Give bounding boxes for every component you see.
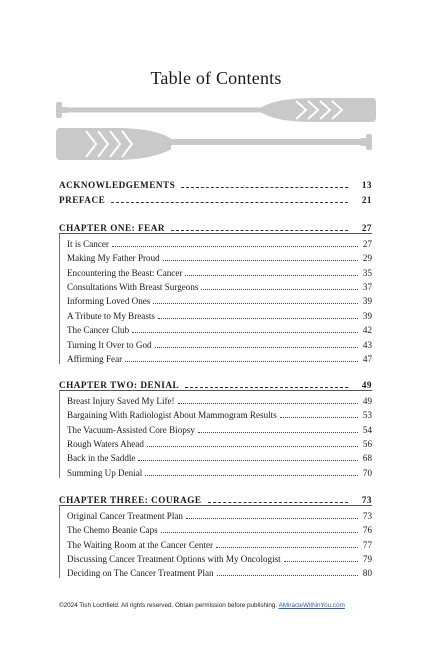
toc-section-label: Deciding on The Cancer Treatment Plan bbox=[67, 568, 214, 579]
toc-leader bbox=[155, 347, 358, 348]
toc-leader bbox=[161, 532, 358, 533]
toc-section-page: 79 bbox=[362, 553, 372, 564]
toc-section[interactable] bbox=[60, 335, 372, 349]
toc-section-label: It is Cancer bbox=[67, 238, 109, 249]
toc-section-label: A Tribute to My Breasts bbox=[67, 310, 155, 321]
toc-section-label: Consultations With Breast Surgeons bbox=[67, 281, 199, 292]
toc-leader bbox=[186, 518, 358, 519]
toc-front-matter bbox=[59, 176, 372, 205]
toc-section-page: 35 bbox=[362, 267, 372, 278]
toc-chapter-heading[interactable] bbox=[59, 219, 372, 233]
toc-section-list bbox=[59, 233, 372, 364]
toc-entry-page: 13 bbox=[361, 180, 372, 191]
toc-section-page: 56 bbox=[362, 438, 372, 449]
toc-leader bbox=[216, 547, 358, 548]
toc-section-label: Discussing Cancer Treatment Options with My Oncologist bbox=[67, 553, 281, 564]
toc-section-page: 29 bbox=[362, 253, 372, 264]
toc-leader bbox=[280, 417, 358, 418]
toc-leader bbox=[145, 475, 358, 476]
toc-section-page: 47 bbox=[362, 353, 372, 364]
toc-section-list bbox=[59, 505, 372, 578]
toc-section-label: The Vacuum-Assisted Core Biopsy bbox=[67, 424, 195, 435]
toc-section-page: 42 bbox=[362, 325, 372, 336]
toc-entry-page: 21 bbox=[361, 194, 372, 205]
toc-section[interactable] bbox=[60, 249, 372, 263]
toc-entry-page: 73 bbox=[361, 495, 372, 506]
toc-section[interactable] bbox=[60, 306, 372, 320]
toc-entry-page: 49 bbox=[361, 380, 372, 391]
toc-section[interactable] bbox=[60, 391, 372, 405]
toc-leader bbox=[198, 432, 358, 433]
toc-section-page: 49 bbox=[362, 395, 372, 406]
toc-chapter-three bbox=[59, 491, 372, 578]
toc-section-page: 39 bbox=[362, 310, 372, 321]
toc-section-label: The Waiting Room at the Cancer Center bbox=[67, 539, 214, 550]
toc-section[interactable] bbox=[60, 321, 372, 335]
toc-section-page: 76 bbox=[362, 525, 372, 536]
toc-leader bbox=[178, 403, 358, 404]
copyright-footer bbox=[59, 602, 399, 609]
toc-leader bbox=[171, 230, 348, 231]
toc-section-label: Turning It Over to God bbox=[67, 339, 152, 350]
toc-section-label: Encountering the Beast: Cancer bbox=[67, 267, 183, 278]
toc-leader bbox=[132, 332, 358, 333]
toc-leader bbox=[181, 187, 348, 188]
toc-section[interactable] bbox=[60, 550, 372, 564]
toc-section-label: Affirming Fear bbox=[67, 353, 123, 364]
toc-leader bbox=[284, 561, 358, 562]
toc-leader bbox=[163, 260, 358, 261]
toc-chapter-heading[interactable] bbox=[59, 376, 372, 390]
toc-leader bbox=[185, 275, 358, 276]
toc-entry-label: PREFACE bbox=[59, 194, 106, 205]
toc-leader bbox=[217, 575, 358, 576]
page-title: Table of Contents bbox=[150, 68, 282, 88]
toc-leader bbox=[147, 446, 358, 447]
toc-leader bbox=[112, 246, 358, 247]
toc-section[interactable] bbox=[60, 406, 372, 420]
toc-leader bbox=[153, 303, 358, 304]
toc-entry-label: CHAPTER ONE: FEAR bbox=[59, 223, 165, 234]
oar-bottom bbox=[56, 128, 372, 160]
toc-leader bbox=[125, 361, 358, 362]
toc-chapter-one bbox=[59, 219, 372, 364]
website-link[interactable]: AMiracleWithinYou.com bbox=[278, 602, 345, 609]
toc-entry-label: CHAPTER TWO: DENIAL bbox=[59, 380, 180, 391]
toc-section[interactable] bbox=[60, 463, 372, 477]
toc-entry-label: CHAPTER THREE: COURAGE bbox=[59, 495, 202, 506]
toc-entry-label: ACKNOWLEDGEMENTS bbox=[59, 180, 176, 191]
toc-entry-acknowledgements[interactable] bbox=[59, 176, 372, 190]
toc-leader bbox=[185, 387, 348, 388]
toc-section-page: 27 bbox=[362, 238, 372, 249]
toc-section-label: Informing Loved Ones bbox=[67, 296, 151, 307]
toc-section[interactable] bbox=[60, 435, 372, 449]
toc-section-label: The Cancer Club bbox=[67, 325, 130, 336]
oar-top bbox=[56, 98, 376, 122]
toc-section-list bbox=[59, 390, 372, 477]
toc-leader bbox=[158, 318, 358, 319]
toc-section[interactable] bbox=[60, 263, 372, 277]
toc-section-page: 70 bbox=[362, 467, 372, 478]
toc-chapter-two bbox=[59, 376, 372, 478]
toc-section-label: Bargaining With Radiologist About Mammogram Results bbox=[67, 410, 277, 421]
toc-section[interactable] bbox=[60, 564, 372, 578]
toc-section-page: 54 bbox=[362, 424, 372, 435]
toc-entry-page: 27 bbox=[361, 223, 372, 234]
toc-leader bbox=[201, 289, 358, 290]
toc-section-page: 53 bbox=[362, 410, 372, 421]
toc-section-page: 77 bbox=[362, 539, 372, 550]
toc-section-label: Original Cancer Treatment Plan bbox=[67, 510, 183, 521]
oars-icon bbox=[56, 98, 376, 170]
toc-section-page: 43 bbox=[362, 339, 372, 350]
toc-section-page: 80 bbox=[362, 568, 372, 579]
toc-section-label: Making My Father Proud bbox=[67, 253, 160, 264]
toc-section-label: Rough Waters Ahead bbox=[67, 438, 144, 449]
toc-section-page: 37 bbox=[362, 281, 372, 292]
toc-section[interactable] bbox=[60, 420, 372, 434]
toc-section[interactable] bbox=[60, 535, 372, 549]
toc-section-page: 73 bbox=[362, 510, 372, 521]
toc-section-page: 39 bbox=[362, 296, 372, 307]
toc-section[interactable] bbox=[60, 350, 372, 364]
toc-section-label: The Chemo Beanie Caps bbox=[67, 525, 158, 536]
toc-entry-preface[interactable] bbox=[59, 190, 372, 204]
toc-section-label: Back in the Saddle bbox=[67, 453, 136, 464]
toc-section[interactable] bbox=[60, 278, 372, 292]
toc-leader bbox=[138, 460, 358, 461]
toc-section[interactable] bbox=[60, 521, 372, 535]
toc-section-page: 68 bbox=[362, 453, 372, 464]
toc-section[interactable] bbox=[60, 234, 372, 248]
toc-chapter-heading[interactable] bbox=[59, 491, 372, 505]
toc-section[interactable] bbox=[60, 506, 372, 520]
toc-leader bbox=[208, 502, 348, 503]
toc-section-label: Summing Up Denial bbox=[67, 467, 143, 478]
toc-leader bbox=[111, 202, 348, 203]
toc-section[interactable] bbox=[60, 449, 372, 463]
toc-section-label: Breast Injury Saved My Life! bbox=[67, 395, 175, 406]
copyright-text: ©2024 Tish Lochfield. All rights reserved. Obtain permission before publishing. bbox=[59, 602, 278, 609]
toc-section[interactable] bbox=[60, 292, 372, 306]
